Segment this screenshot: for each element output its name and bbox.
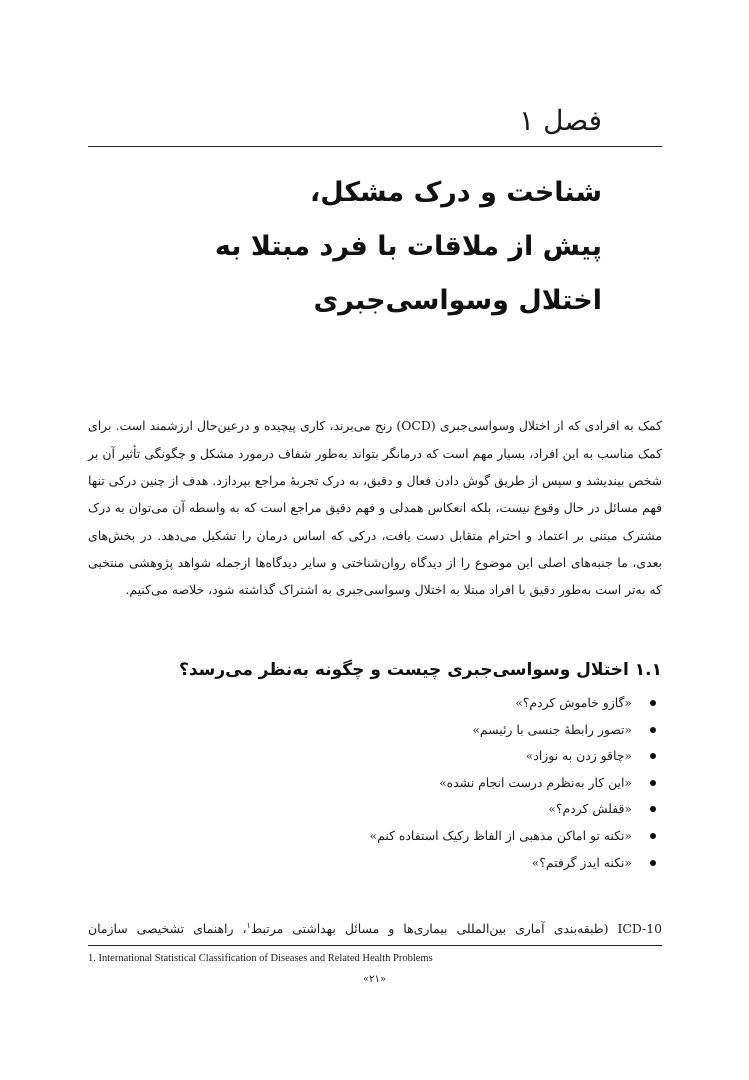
trailing-text: ICD-10 (طبقه‌بندی آماری بین‌المللی بیماری‌ها و مسائل بهداشتی مرتبط: [250, 921, 662, 937]
bullet-icon: [650, 753, 656, 759]
section-heading: ۱.۱ اختلال وسواسی‌جبری چیست و چگونه به‌نظر می‌رسد؟: [178, 660, 662, 680]
list-item: [88, 717, 662, 744]
footnote-marker[interactable]: ۱: [246, 921, 251, 931]
footnote-divider: [88, 945, 662, 946]
bullet-icon: [650, 860, 656, 866]
bullet-icon: [650, 700, 656, 706]
list-item-text: «نکنه ایدز گرفتم؟»: [531, 854, 632, 870]
list-item: [88, 770, 662, 797]
symptom-list: [88, 690, 662, 876]
chapter-title-line: شناخت و درک مشکل،: [309, 177, 602, 208]
list-item-text: «گازو خاموش کردم؟»: [515, 695, 632, 710]
list-item-text: «تصور رابطهٔ جنسی با رئیسم»: [472, 721, 632, 737]
chapter-title-line: اختلال وسواسی‌جبری: [313, 285, 602, 316]
footnote: 1. International Statistical Classification of Diseases and Related Health Problems: [88, 953, 433, 964]
bullet-icon: [650, 833, 656, 839]
list-item-text: «نکنه تو اماکن مذهبی از الفاظ رکیک استفاده کنم»: [369, 827, 632, 843]
list-item: [88, 823, 662, 850]
chapter-label: فصل ۱: [519, 104, 602, 137]
intro-paragraph: کمک به افرادی که از اختلال وسواسی‌جبری (OCD) رنج می‌برند، کاری پیچیده و درعین‌حال ارزشمند است. برای کمک مناسب به این افراد، بسیار مهم است که درمانگر بتواند به‌طور شفاف درمورد مشکل و چگونگی تأثیر آن بر شخص بیندیشد و سپس از طریق گوش دادن فعال و دقیق، به درک تجربهٔ مراجع بپردازد. هدف از چنین درکی تنها فهم مسائل در حال وقوع نیست، بلکه انعکاس همدلی و فهم دقیق مراجع است که به واسطه آن می‌توان به درک مشترک مبتنی بر اعتماد و احترام متقابل دست یافت، درکی که اساس درمان را تشکیل می‌دهد. در بخش‌های بعدی، ما جنبه‌های اصلی این موضوع را از دیدگاه روان‌شناختی و سایر دیدگاه‌ها ازجمله شواهد پژوهشی منتخبی که به‌تر است به‌طور دقیق با افراد مبتلا به اختلال وسواسی‌جبری به اشتراک گذاشته شود، خلاصه می‌کنیم.: [88, 418, 662, 598]
list-item: [88, 850, 662, 877]
bullet-icon: [650, 780, 656, 786]
page-number: «۲۱»: [363, 974, 386, 985]
trailing-text-end: ، راهنمای تشخیصی سازمان: [88, 921, 247, 937]
bullet-icon: [650, 806, 656, 812]
trailing-paragraph: [88, 912, 662, 943]
list-item-text: «این کار به‌نظرم درست انجام نشده»: [439, 774, 632, 790]
list-item-text: «قفلش کردم؟»: [548, 801, 632, 817]
list-item: [88, 690, 662, 717]
list-item: [88, 743, 662, 770]
chapter-divider: [88, 146, 662, 147]
list-item-text: «چاقو زدن به نوزاد»: [525, 748, 632, 764]
chapter-title-line: پیش از ملاقات با فرد مبتلا به: [214, 231, 602, 262]
list-item: [88, 796, 662, 823]
chapter-title: [82, 166, 602, 328]
bullet-icon: [650, 727, 656, 733]
